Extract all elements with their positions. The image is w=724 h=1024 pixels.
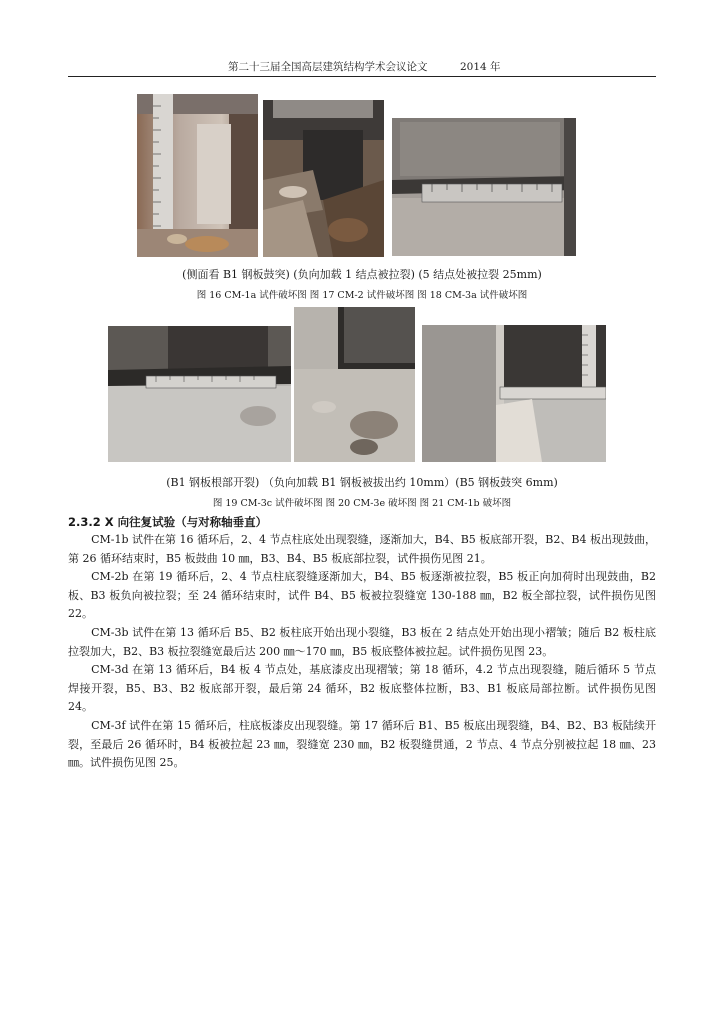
paragraph-cm3b: CM-3b 试件在第 13 循环后 B5、B2 板柱底开始出现小裂缝，B3 板在 2 结点处开始出现小褶皱；随后 B2 板柱底拉裂加大，B2、B3 板拉裂缝宽最后达 200 ㎜～170 ㎜，B5 板底整体被拉起。试件损伤见图 23。 [68, 625, 656, 658]
conference-title: 第二十三届全国高层建筑结构学术会议论文 [228, 61, 428, 73]
figure-20-photo [294, 307, 415, 462]
figure-row1-caption: (侧面看 B1 钢板鼓突) (负向加载 1 结点被拉裂) (5 结点处被拉裂 25mm) [182, 268, 542, 281]
paragraph-cm3f: CM-3f 试件在第 15 循环后，柱底板漆皮出现裂缝。第 17 循环后 B1、B5 板底出现裂缝，B4、B2、B3 板陆续开裂，至最后 26 循环时，B4 板被拉起 23 ㎜，裂缝宽 230 ㎜，B2 板裂缝贯通，2 节点、4 节点分别被拉起 18 ㎜、23 ㎜。试件损伤见图 25。 [68, 718, 656, 770]
header-year: 2014 年 [460, 61, 501, 73]
figure-19-21-labels: 图 19 CM-3c 试件破坏图 图 20 CM-3e 破坏图 图 21 CM-1b 破坏图 [212, 498, 512, 509]
figure-19-photo [108, 326, 291, 462]
figure-21-photo [422, 325, 606, 462]
paragraph-cm1b: CM-1b 试件在第 16 循环后，2、4 节点柱底处出现裂缝，逐渐加大，B4、B5 板底部开裂，B2、B4 板出现鼓曲，第 26 循环结束时，B5 板鼓曲 10 ㎜，B3、B4、B5 板底部拉裂，试件损伤见图 21。 [68, 533, 656, 565]
running-header [68, 58, 656, 77]
section-heading: 2.3.2 X 向往复试验（与对称轴垂直） [68, 515, 268, 529]
figure-16-photo [137, 94, 258, 257]
paragraph-cm3d: CM-3d 在第 13 循环后，B4 板 4 节点处，基底漆皮出现褶皱；第 18 循环，4.2 节点出现裂缝，随后循环 5 节点焊接开裂，B5、B3、B2 板底部开裂，最后第 24 循环，B2 板底整体拉断，B3、B1 板底局部拉断。试件损伤见图 24。 [68, 663, 656, 714]
section-body [68, 531, 656, 773]
figure-row2-caption: (B1 钢板根部开裂) （负向加载 B1 钢板被拔出约 10mm）(B5 钢板鼓突 6mm) [166, 476, 558, 489]
paragraph-cm2b: CM-2b 在第 19 循环后，2、4 节点柱底裂缝逐渐加大，B4、B5 板逐渐被拉裂，B5 板正向加荷时出现鼓曲，B2 板、B3 板负向被拉裂；至 24 循环结束时，试件 B4、B5 板被拉裂缝宽 130-188 ㎜，B2 板全部拉裂，试件损伤见图 22。 [68, 570, 656, 621]
figure-16-18-labels: 图 16 CM-1a 试件破坏图 图 17 CM-2 试件破坏图 图 18 CM-3a 试件破坏图 [196, 290, 528, 301]
figure-17-photo [263, 100, 384, 257]
figure-18-photo [392, 118, 576, 256]
